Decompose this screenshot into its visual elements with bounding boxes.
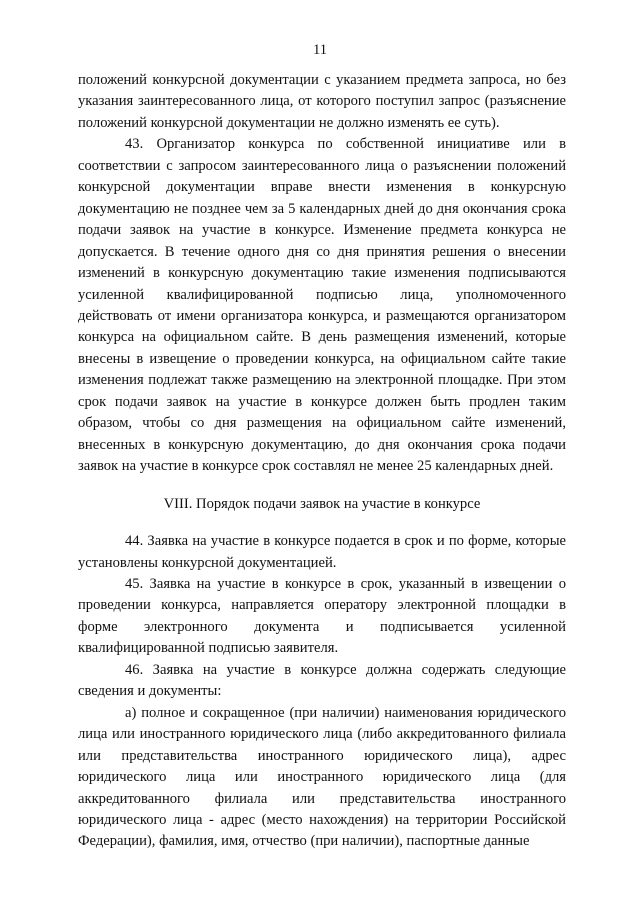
paragraph-46: 46. Заявка на участие в конкурсе должна содержать следующие сведения и документы: <box>78 661 566 700</box>
page-number: 11 <box>312 42 328 58</box>
paragraph-43: 43. Организатор конкурса по собственной инициативе или в соответствии с запросом заинтересованного лица о разъяснении положений конкурсной документации вправе внести изменения в конкурсную документацию не позднее чем за 5 календарных дней до дня окончания срока подачи заявок на участие в конкурсе. Изменение предмета конкурса не допускается. В течение одного дня со дня принятия решения о внесении изменений в конкурсную документацию такие изменения подписываются усиленной квалифицированной подписью лица, уполномоченного действовать от имени организатора конкурса, и размещаются организатором конкурса на официальном сайте. В день размещения изменений, которые внесены в извещение о проведении конкурса, на официальном сайте такие изменения подлежат также размещению на электронной площадке. При этом срок подачи заявок на участие в конкурсе должен быть продлен таким образом, чтобы со дня размещения на официальном сайте изменений, внесенных в конкурсную документацию, до дня окончания срока подачи заявок на участие в конкурсе срок составлял не менее 25 календарных дней. <box>78 136 566 475</box>
paragraph-44: 44. Заявка на участие в конкурсе подается в срок и по форме, которые установлены конкурсной документацией. <box>78 533 566 571</box>
document-body <box>78 70 566 853</box>
paragraph-46-a: а) полное и сокращенное (при наличии) наименования юридического лица или иностранного юридического лица (либо аккредитованного филиала или представительства иностранного юридического лица), адрес юридического лица или иностранного юридического лица (для аккредитованного филиала или представительства иностранного юридического лица - адрес (место нахождения) на территории Российской Федерации), фамилия, имя, отчество (при наличии), паспортные данные <box>78 704 566 850</box>
paragraph-45: 45. Заявка на участие в конкурсе в срок, указанный в извещении о проведении конкурса, направляется оператору электронной площадки в форме электронного документа и подписывается усиленной квалифицированной подписью заявителя. <box>78 575 566 657</box>
paragraph-continuation: положений конкурсной документации с указанием предмета запроса, но без указания заинтересованного лица, от которого поступил запрос (разъяснение положений конкурсной документации не должно изменять ее суть). <box>78 72 566 131</box>
section-heading: VIII. Порядок подачи заявок на участие в конкурсе <box>163 495 481 512</box>
